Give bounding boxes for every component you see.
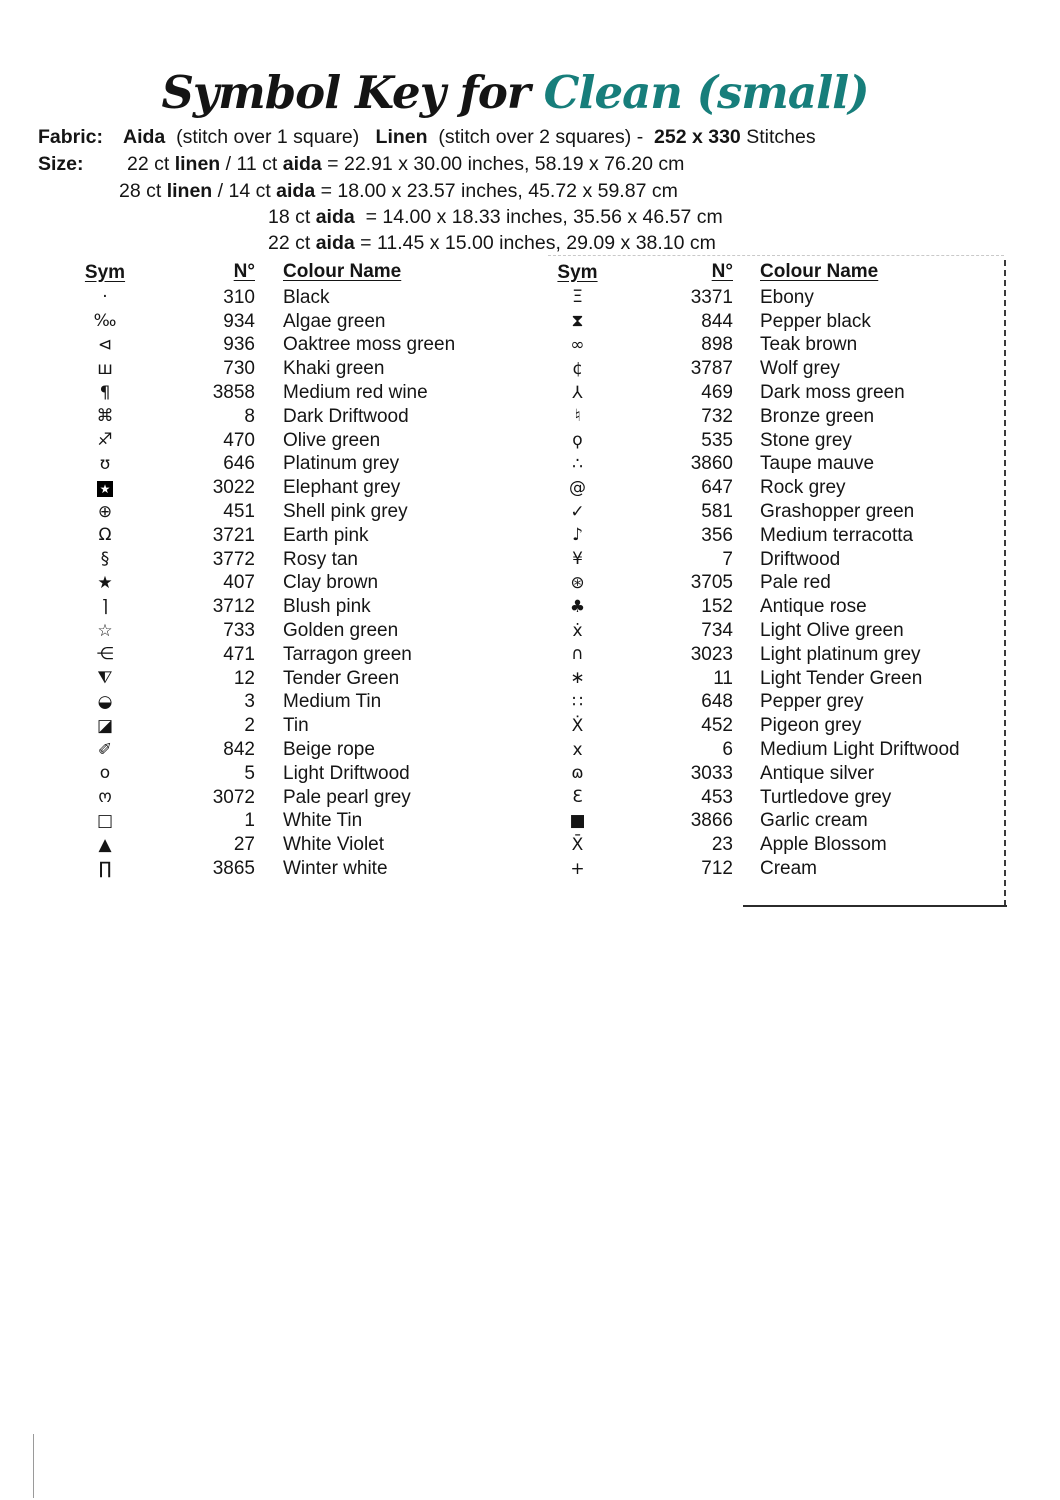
size-label: Size: (38, 153, 84, 175)
stitch-symbol: Ẋ (571, 715, 584, 736)
key-rows-right (540, 286, 1004, 881)
colour-name: Dark Driftwood (283, 405, 409, 427)
colour-name: Antique rose (760, 596, 867, 618)
key-row (60, 500, 538, 524)
stitch-symbol: ☆ (97, 620, 113, 641)
floss-number: 3860 (690, 453, 733, 475)
key-row (540, 810, 1004, 834)
text-segment: 18 ct (268, 206, 316, 228)
colour-name: Ebony (760, 286, 814, 308)
key-row (60, 786, 538, 810)
symbol-key-column-right (540, 258, 1004, 881)
floss-number: 152 (701, 596, 733, 618)
floss-number: 3705 (690, 572, 733, 594)
stitch-symbol: ♣ (569, 596, 586, 617)
colour-name: Algae green (283, 310, 386, 332)
floss-number: 469 (701, 382, 733, 404)
stitch-symbol: ∞ (570, 334, 585, 355)
floss-number: 934 (223, 310, 255, 332)
key-row (60, 429, 538, 453)
floss-number: 3772 (212, 548, 255, 570)
floss-number: 12 (233, 667, 255, 689)
floss-number: 451 (223, 501, 255, 523)
table-top-dotted-border (548, 255, 1004, 256)
colour-name: Turtledove grey (760, 786, 892, 808)
colour-name: Tarragon green (283, 643, 412, 665)
key-row (60, 762, 538, 786)
text-segment: linen (166, 180, 213, 202)
colour-name: Light Driftwood (283, 762, 410, 784)
stitch-symbol (60, 480, 150, 497)
stitch-symbol: ∏ (98, 858, 112, 879)
size-line-3 (268, 206, 723, 229)
floss-number: 407 (223, 572, 255, 594)
key-row (60, 453, 538, 477)
floss-number: 3023 (690, 643, 733, 665)
colour-name: Medium red wine (283, 382, 428, 404)
floss-number: 898 (701, 334, 733, 356)
floss-number: 581 (701, 501, 733, 523)
stitch-symbol: ¶ (99, 382, 111, 403)
floss-number: 5 (244, 762, 255, 784)
symbol-key-column-left (60, 258, 538, 881)
key-row (540, 334, 1004, 358)
key-row (540, 786, 1004, 810)
stitch-symbol: ⌘ (96, 406, 114, 427)
header-sym: Sym (84, 261, 126, 283)
text-segment: aida (315, 206, 355, 228)
stitch-symbol: ✓ (570, 501, 585, 522)
floss-number: 470 (223, 429, 255, 451)
key-row (60, 738, 538, 762)
text-segment: = 18.00 x 23.57 inches, 45.72 x 59.87 cm (315, 180, 678, 202)
key-row (60, 810, 538, 834)
key-row (60, 643, 538, 667)
stitch-symbol: ¢ (572, 358, 583, 379)
floss-number: 8 (244, 405, 255, 427)
key-row (60, 595, 538, 619)
floss-number: 27 (233, 834, 255, 856)
colour-name: Shell pink grey (283, 501, 408, 523)
colour-name: Pale red (760, 572, 831, 594)
colour-name: Golden green (283, 620, 399, 642)
floss-number: 11 (713, 667, 733, 689)
floss-number: 535 (701, 429, 733, 451)
colour-name: Pigeon grey (760, 715, 862, 737)
floss-number: 646 (223, 453, 255, 475)
stitch-symbol: ■ (569, 810, 586, 831)
stitch-symbol: ⊲ (97, 334, 113, 355)
next-page-edge-line (33, 1434, 34, 1498)
stitch-symbol: Ξ (572, 287, 583, 308)
key-row (540, 643, 1004, 667)
text-segment: = 11.45 x 15.00 inches, 29.09 x 38.10 cm (354, 232, 716, 254)
floss-number: 453 (701, 786, 733, 808)
fabric-label: Fabric: (38, 126, 104, 148)
colour-name: Light Olive green (760, 620, 904, 642)
text-segment: (stitch over 2 squares) - (427, 126, 655, 148)
floss-number: 732 (701, 405, 733, 427)
text-segment: / 14 ct (212, 180, 277, 202)
fabric-details (123, 126, 816, 148)
key-row (540, 667, 1004, 691)
key-row (540, 286, 1004, 310)
key-row (540, 381, 1004, 405)
colour-name: White Violet (283, 834, 385, 856)
colour-name: Oaktree moss green (283, 334, 456, 356)
colour-name: Clay brown (283, 572, 379, 594)
floss-number: 3787 (690, 358, 733, 380)
stitch-symbol: X̄ (571, 834, 584, 855)
size-line-2 (119, 180, 678, 203)
stitch-symbol: ʊ (99, 453, 111, 474)
colour-name: Elephant grey (283, 477, 401, 499)
stitch-symbol: ო (98, 787, 112, 808)
stitch-symbol: Ω (98, 525, 112, 546)
key-row (60, 310, 538, 334)
stitch-symbol: ⊛ (570, 572, 585, 593)
floss-number: 3721 (212, 524, 255, 546)
stitch-symbol: ∷ (572, 691, 583, 712)
stitch-symbol: ✐ (97, 739, 113, 760)
colour-name: Antique silver (760, 762, 875, 784)
colour-name: Stone grey (760, 429, 852, 451)
floss-number: 7 (722, 548, 733, 570)
stitch-symbol: ◒ (97, 691, 113, 712)
stitch-symbol: ∗ (570, 668, 585, 689)
colour-name: Olive green (283, 429, 381, 451)
key-row (540, 572, 1004, 596)
stitch-symbol: § (100, 549, 110, 570)
key-rows-left (60, 286, 538, 881)
floss-number: 936 (223, 334, 255, 356)
stitch-symbol: ◪ (96, 715, 114, 736)
key-header-row (60, 258, 538, 286)
header-sym: Sym (557, 261, 598, 283)
key-row (540, 595, 1004, 619)
text-segment: aida (282, 153, 322, 175)
floss-number: 712 (701, 858, 733, 880)
floss-number: 3072 (212, 786, 255, 808)
colour-name: Apple Blossom (760, 834, 887, 856)
text-segment: aida (276, 180, 316, 202)
colour-name: Garlic cream (760, 810, 868, 832)
stitch-symbol: ɷ (571, 763, 584, 784)
colour-name: Pale pearl grey (283, 786, 411, 808)
colour-name: Platinum grey (283, 453, 400, 475)
text-segment: Stitches (740, 126, 816, 148)
stitch-symbol: □ (96, 810, 114, 831)
colour-name: Blush pink (283, 596, 371, 618)
colour-name: Teak brown (760, 334, 858, 356)
colour-name: Rosy tan (283, 548, 358, 570)
text-segment: 22 ct (127, 153, 175, 175)
stitch-symbol: · (102, 287, 108, 308)
stitch-symbol: ⅄ (572, 382, 583, 403)
stitch-symbol: o (99, 763, 111, 784)
floss-number: 842 (223, 739, 255, 761)
stitch-symbol: ⧗ (571, 311, 584, 332)
floss-number: 23 (711, 834, 733, 856)
stitch-symbol: ẋ (572, 620, 583, 641)
header-name: Colour Name (760, 261, 879, 282)
stitch-symbol: ‰ (93, 311, 117, 332)
colour-name: Rock grey (760, 477, 846, 499)
key-row (60, 334, 538, 358)
stitch-symbol-boxed: ★ (97, 481, 113, 497)
stitch-symbol: ∴ (572, 453, 583, 474)
key-row (60, 548, 538, 572)
stitch-symbol: ⊕ (97, 501, 113, 522)
stitch-symbol: ⌉ (101, 596, 109, 617)
text-segment: (stitch over 1 square) (165, 126, 376, 148)
stitch-symbol: ϙ (572, 430, 583, 451)
floss-number: 3858 (212, 382, 255, 404)
table-right-dashed-border (1004, 260, 1006, 906)
floss-number: 356 (701, 524, 733, 546)
key-row (540, 548, 1004, 572)
key-row (540, 500, 1004, 524)
colour-name: Cream (760, 858, 818, 880)
floss-number: 3033 (690, 762, 733, 784)
text-segment: linen (174, 153, 221, 175)
floss-number: 647 (701, 477, 733, 499)
floss-number: 733 (223, 620, 255, 642)
colour-name: Medium Tin (283, 691, 382, 713)
key-row (60, 357, 538, 381)
colour-name: Khaki green (283, 358, 385, 380)
table-bottom-border (743, 905, 1007, 907)
colour-name: Grashopper green (760, 501, 915, 523)
stitch-symbol: ш (97, 358, 113, 379)
stitch-symbol: ♮ (574, 406, 581, 427)
colour-name: Pepper grey (760, 691, 864, 713)
key-row (60, 524, 538, 548)
colour-name: Driftwood (760, 548, 841, 570)
key-row (60, 619, 538, 643)
floss-number: 2 (244, 715, 255, 737)
stitch-symbol: @ (569, 477, 586, 498)
text-segment: = 14.00 x 18.33 inches, 35.56 x 46.57 cm (354, 206, 723, 228)
key-row (60, 572, 538, 596)
colour-name: White Tin (283, 810, 363, 832)
key-row (540, 691, 1004, 715)
key-row (60, 857, 538, 881)
colour-name: Beige rope (283, 739, 375, 761)
colour-name: Pepper black (760, 310, 871, 332)
stitch-symbol: ∩ (571, 644, 584, 665)
floss-number: 3 (244, 691, 255, 713)
key-row (540, 453, 1004, 477)
floss-number: 844 (701, 310, 733, 332)
text-segment: 28 ct (119, 180, 167, 202)
fabric-info-line (38, 126, 816, 149)
colour-name: Dark moss green (760, 382, 905, 404)
key-row (60, 381, 538, 405)
colour-name: Winter white (283, 858, 388, 880)
floss-number: 471 (223, 643, 255, 665)
key-row (60, 405, 538, 429)
key-row (540, 357, 1004, 381)
title-accent: Clean (small) (543, 66, 869, 119)
floss-number: 3022 (212, 477, 255, 499)
text-segment: 22 ct (268, 232, 316, 254)
key-row (540, 738, 1004, 762)
key-row (60, 286, 538, 310)
page-title (0, 66, 1030, 119)
key-row (60, 667, 538, 691)
key-row (540, 833, 1004, 857)
header-num: N° (233, 261, 255, 282)
header-num: N° (711, 261, 733, 282)
key-row (60, 833, 538, 857)
floss-number: 3712 (212, 596, 255, 618)
stitch-symbol: ¥ (572, 549, 583, 570)
text-segment: / 11 ct (220, 153, 283, 175)
stitch-symbol: ★ (97, 572, 113, 593)
stitch-symbol: ♪ (572, 525, 583, 546)
text-segment: aida (315, 232, 355, 254)
colour-name: Taupe mauve (760, 453, 875, 475)
key-row (540, 857, 1004, 881)
stitch-symbol: ⧨ (97, 668, 113, 689)
size-line-1 (127, 153, 684, 176)
colour-name: Bronze green (760, 405, 875, 427)
size-line-4 (268, 232, 716, 255)
floss-number: 3371 (690, 286, 733, 308)
key-row (540, 476, 1004, 500)
key-row (540, 762, 1004, 786)
stitch-symbol: ♐ (97, 430, 113, 451)
stitch-symbol: ⋲ (96, 644, 114, 665)
stitch-symbol: ▲ (98, 834, 112, 855)
stitch-symbol: + (570, 858, 585, 879)
colour-name: Wolf grey (760, 358, 840, 380)
colour-name: Light Tender Green (760, 667, 923, 689)
stitch-symbol: Ɛ (572, 787, 583, 808)
colour-name: Earth pink (283, 524, 369, 546)
floss-number: 452 (701, 715, 733, 737)
colour-name: Black (283, 286, 330, 308)
text-segment: Linen (375, 126, 428, 148)
text-segment: = 22.91 x 30.00 inches, 58.19 x 76.20 cm (321, 153, 685, 175)
floss-number: 734 (701, 620, 733, 642)
key-row (540, 310, 1004, 334)
floss-number: 6 (722, 739, 733, 761)
key-row (60, 476, 538, 500)
key-row (540, 405, 1004, 429)
title-text: Symbol Key for (161, 66, 530, 119)
text-segment: Aida (123, 126, 166, 148)
floss-number: 310 (223, 286, 255, 308)
key-row (540, 619, 1004, 643)
colour-name: Medium terracotta (760, 524, 914, 546)
key-row (540, 524, 1004, 548)
colour-name: Medium Light Driftwood (760, 739, 960, 761)
key-row (540, 429, 1004, 453)
floss-number: 648 (701, 691, 733, 713)
key-header-row (540, 258, 1004, 286)
colour-name: Tin (283, 715, 309, 737)
floss-number: 730 (223, 358, 255, 380)
key-row (60, 714, 538, 738)
header-name: Colour Name (283, 261, 402, 282)
text-segment: 252 x 330 (654, 126, 741, 148)
colour-name: Light platinum grey (760, 643, 921, 665)
key-row (540, 714, 1004, 738)
floss-number: 3865 (212, 858, 255, 880)
key-row (60, 691, 538, 715)
floss-number: 1 (244, 810, 255, 832)
floss-number: 3866 (690, 810, 733, 832)
stitch-symbol: x (572, 739, 583, 760)
colour-name: Tender Green (283, 667, 400, 689)
